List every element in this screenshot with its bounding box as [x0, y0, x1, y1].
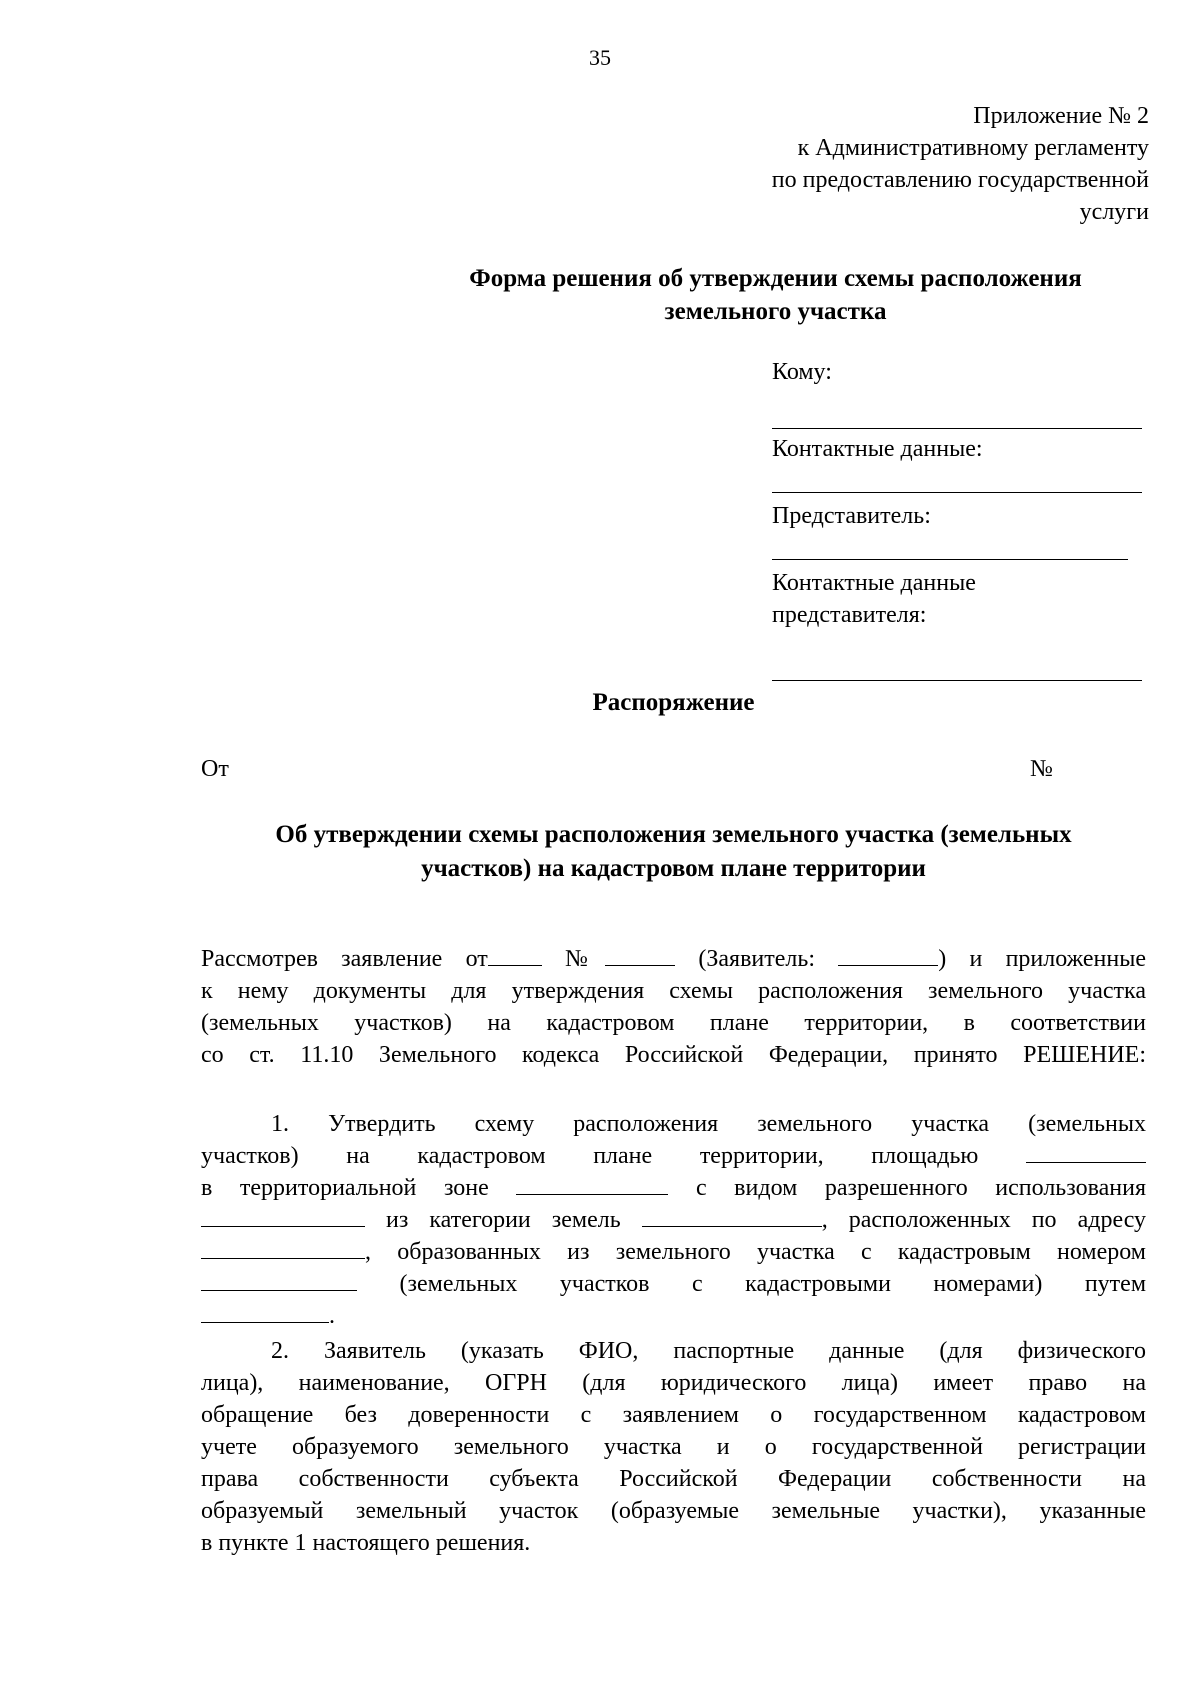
appendix-line: по предоставлению государственной [771, 167, 1149, 193]
item-1-line [201, 1300, 1146, 1332]
item-2-line: 2. Заявитель (указать ФИО, паспортные данные (для физического [271, 1338, 1146, 1364]
intro-line: со ст. 11.10 Земельного кодекса Российской Федерации, принято РЕШЕНИЕ: [201, 1042, 1146, 1068]
item-2-line: учете образуемого земельного участка и о государственной регистрации [201, 1434, 1146, 1460]
form-title-line: Форма решения об утверждении схемы расположения [469, 265, 1082, 292]
order-number-label: № [1030, 756, 1053, 782]
item-1-line: 1. Утвердить схему расположения земельного участка (земельных [271, 1111, 1146, 1137]
item-1-text: , расположенных по адресу [821, 1207, 1146, 1233]
zone-blank [516, 1172, 668, 1195]
representative-label: Представитель: [772, 503, 931, 529]
appendix-line: Приложение № 2 [973, 103, 1149, 129]
area-blank [1026, 1140, 1146, 1163]
page-number: 35 [589, 45, 611, 70]
intro-text: ) и приложенные [938, 946, 1146, 972]
item-2-line: лица), наименование, ОГРН (для юридического лица) имеет право на [201, 1370, 1146, 1396]
number-blank [605, 943, 675, 966]
item-2-paragraph [201, 1335, 1146, 1559]
contacts-field-line [772, 492, 1142, 493]
to-field-line [772, 428, 1142, 429]
rep-contacts-label-2: представителя: [772, 602, 927, 628]
appendix-line: к Административному регламенту [797, 135, 1149, 161]
item-2-line: права собственности субъекта Российской Федерации собственности на [201, 1466, 1146, 1492]
date-blank [488, 943, 542, 966]
address-blank [201, 1236, 365, 1259]
usage-blank [201, 1204, 365, 1227]
appendix-line: услуги [1079, 199, 1149, 225]
form-title [201, 262, 1200, 328]
item-1-line [201, 1140, 1146, 1172]
intro-text: Рассмотрев заявление от [201, 946, 488, 972]
rep-contacts-field-line [772, 680, 1142, 681]
appendix-header [772, 100, 1149, 228]
recipient-block [772, 356, 1142, 681]
rep-contacts-label: Контактные данные [772, 570, 976, 596]
order-date-label: От [201, 756, 229, 782]
intro-text: № [565, 946, 606, 972]
item-2-line: в пункте 1 настоящего решения. [201, 1530, 531, 1556]
item-1-text: участков) на кадастровом плане территории, площадью [201, 1143, 979, 1169]
item-1-line [201, 1268, 1146, 1300]
applicant-blank [838, 943, 938, 966]
item-1-text: (земельных участков с кадастровыми номерами) путем [399, 1271, 1146, 1297]
intro-line: к нему документы для утверждения схемы расположения земельного участка [201, 978, 1146, 1004]
representative-field-line [772, 559, 1128, 560]
intro-paragraph [201, 943, 1146, 1071]
method-blank [201, 1300, 329, 1323]
item-1-text: из категории земель [386, 1207, 621, 1233]
item-1-line [201, 1172, 1146, 1204]
subject-title [201, 818, 1146, 886]
subject-title-line: Об утверждении схемы расположения земельного участка (земельных [275, 821, 1072, 848]
item-1-paragraph [201, 1108, 1146, 1332]
item-1-line [201, 1236, 1146, 1268]
form-title-line: земельного участка [664, 298, 887, 325]
item-1-text: . [329, 1303, 335, 1329]
cadastral-blank [201, 1268, 357, 1291]
item-1-text: , образованных из земельного участка с кадастровым номером [365, 1239, 1146, 1265]
intro-line: (земельных участков) на кадастровом плане территории, в соответствии [201, 1010, 1146, 1036]
item-1-text: в территориальной зоне [201, 1175, 489, 1201]
contacts-label: Контактные данные: [772, 436, 983, 462]
to-label: Кому: [772, 359, 832, 385]
subject-title-line: участков) на кадастровом плане территории [421, 855, 926, 882]
intro-line [201, 943, 1146, 975]
item-2-line: образуемый земельный участок (образуемые земельные участки), указанные [201, 1498, 1146, 1524]
item-2-line: обращение без доверенности с заявлением о государственном кадастровом [201, 1402, 1146, 1428]
order-title: Распоряжение [592, 689, 755, 716]
item-1-text: с видом разрешенного использования [695, 1175, 1146, 1201]
item-1-line [201, 1204, 1146, 1236]
category-blank [642, 1204, 822, 1227]
intro-text: (Заявитель: [698, 946, 816, 972]
